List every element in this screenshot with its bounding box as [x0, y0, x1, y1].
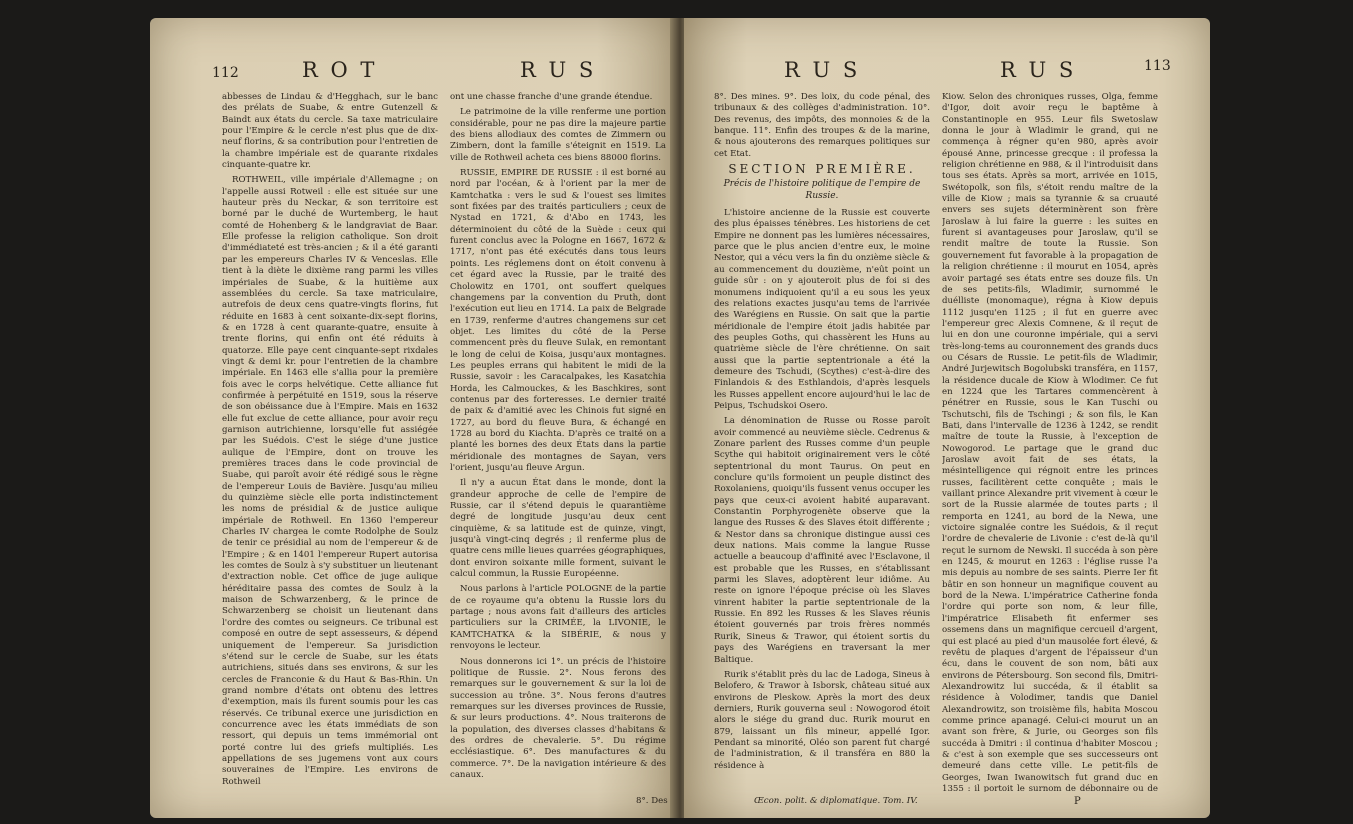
- paragraph: La dénomination de Russe ou Rosse paroît avoir commencé au neuvième siècle. Cedrenus & Zonare parlent des Russes comme d'un peuple Scythe qui habitoit originairement vers le côté septentrional du mont Taurus. On peut en conclure qu'ils formoient un peuple distinct des Roxolaniens, quoiqu'ils fussent venus occuper les pays que ceux-ci avoient habité auparavant. Constantin Porphyrogenète observe que la langue des Russes & des Slaves étoit différente ; & Nestor dans sa chronique distingue aussi ces deux nations. Mais comme la langue Russe actuelle a beaucoup d'affinité avec l'Esclavone, il est probable que les Russes, en s'établissant parmi les Slaves, adoptèrent leur idiôme. Au reste on ignore l'époque précise où les Slaves vinrent habiter la partie septentrionale de la Russie. En 892 les Russes & les Slaves réunis étoient gouvernés par trois frères nommés Rurik, Sineus & Trawor, qui étoient sortis du pays des Warégiens en traversant la mer Baltique.: [714, 416, 930, 665]
- left-column-2: [450, 92, 666, 792]
- right-header-title-1: R U S: [784, 58, 861, 82]
- paragraph: Nous parlons à l'article POLOGNE de la partie de ce royaume qu'a obtenu la Russie lors du partage ; nous avons fait d'ailleurs des articles particuliers sur la CRIMÉE, la LIVONIE, le KAMTCHATKA & la SIBÉRIE, & nous y renvoyons le lecteur.: [450, 584, 666, 652]
- right-page: [684, 18, 1210, 818]
- paragraph: Rurik s'établit près du lac de Ladoga, Sineus à Belofero, & Trawor à Isborsk, château situé aux environs de Pleskow. Après la mort des deux derniers, Rurik gouverna seul : Nowogorod étoit alors le siége du grand duc. Rurik mourut en 879, laissant un fils mineur, appellé Igor. Pendant sa minorité, Oléo son parent fut chargé de l'administration, & il transféra en 880 la résidence à: [714, 669, 930, 771]
- left-header-title-1: R O T: [302, 58, 378, 82]
- paragraph: abbesses de Lindau & d'Hegghach, sur le banc des prélats de Suabe, & entre Gutenzell & Baindt aux états du cercle. Sa taxe matriculaire pour l'Empire & le cercle n'est plus que de dix-neuf florins, & sa contribution pour l'entretien de la chambre impériale est de quarante rixdales cinquante-quatre kr.: [222, 92, 438, 171]
- section-title: SECTION PREMIÈRE.: [728, 162, 916, 177]
- left-page-header: [212, 58, 642, 84]
- open-book: [150, 18, 1210, 818]
- right-page-number: 113: [1144, 58, 1171, 74]
- right-column-2: [942, 92, 1158, 792]
- left-header-title-2: R U S: [520, 58, 597, 82]
- page-footer: Œcon. polit. & diplomatique. Tom. IV.: [754, 796, 918, 806]
- right-header-title-2: R U S: [1000, 58, 1077, 82]
- right-page-header: [754, 58, 1184, 84]
- paragraph: Nous donnerons ici 1°. un précis de l'histoire politique de Russie. 2°. Nous ferons des remarques sur le gouvernement & sur la loi de succession au trône. 3°. Nous ferons d'autres remarques sur les diverses provinces de Russie, & sur leurs productions. 4°. Nous traiterons de la population, des diverses classes d'habitans & des ordres de chevalerie. 5°. Du régime ecclésiastique. 6°. Des manufactures & du commerce. 7°. De la navigation intérieure & des canaux.: [450, 656, 666, 780]
- left-page-number: 112: [212, 65, 239, 81]
- catchword: 8°. Des: [636, 796, 668, 806]
- left-column-1: [222, 92, 438, 792]
- section-subtitle: Précis de l'histoire politique de l'empire de Russie.: [723, 179, 921, 201]
- right-column-1: [714, 92, 930, 792]
- paragraph: Kiow. Selon des chroniques russes, Olga, femme d'Igor, doit avoir reçu le baptême à Constantinople en 955. Leur fils Swetoslaw donna le jour à Wladimir le grand, qui ne commença à régner qu'en 980, après avoir épousé Anne, princesse grecque : il professa la religion chrétienne en 988, & il l'introduisit dans tous ses états. Après sa mort, arrivée en 1015, Swétopolk, son fils, s'étoit rendu maître de la ville de Kiow ; mais sa tyrannie & sa cruauté envers ses sujets déterminèrent son frère Jaroslaw à lui faire la guerre : les suites en furent si avantageuses pour Jaroslaw, qu'il se rendit maître de toute la Russie. Son gouvernement fut favorable à la propagation de la religion chrétienne : il mourut en 1054, après avoir partagé ses états entre ses douze fils. Un de ses petits-fils, Wladimir, surnommé le duélliste (monomaque), régna à Kiow depuis 1112 jusqu'en 1125 ; il fut en guerre avec l'empereur grec Alexis Comnene, & il reçut de lui en don une couronne impériale, qui a servi très-long-tems au couronnement des grands ducs ou Césars de Russie. Le petit-fils de Wladimir, André Jurjewitsch Bogolubski transféra, en 1157, la résidence ducale de Kiow à Wlodimer. Ce fut en 1224 que les Tartares commencèrent à pénétrer en Russie, sous le Kan Tuschi ou Tschutschi, fils de Tschingi ; & son fils, le Kan Bati, dans l'intervalle de 1236 à 1242, se rendit maître de toute la Russie, à l'exception de Nowogorod. Le partage que le grand duc Jaroslaw avoit fait de ses états, la mésintelligence qui régnoit entre les princes russes, facilitèrent cette conquête ; mais le vaillant prince Alexandre prit vivement à cœur le sort de la Russie alarmée de toutes parts ; il remporta en 1241, au bord de la Newa, une victoire signalée contre les Suédois, & il reçut l'ordre de chevalerie de Livonie : c'est de-là qu'il reçut le surnom de Newski. Il succéda à son père en 1245, & mourut en 1263 : l'église russe l'a mis depuis au nombre de ses saints. Pierre Ier fit bâtir en son honneur un magnifique couvent au bord de la Newa. L'impératrice Catherine fonda l'ordre qui porte son nom, & leur fille, l'impératrice Elisabeth fit enfermer ses ossemens dans un magnifique cercueil d'argent, qui est placé au pied d'un mausolée fort élevé, & revêtu de plaques d'argent de l'épaisseur d'un écu, dans le couvent de son nom, bâti aux environs de Pétersbourg. Son second fils, Dmitri-Alexandrowitz lui succéda, & il établit sa résidence à Volodimer, tandis que Daniel Alexandrowitz, son troisième fils, habita Moscou comme prince apanagé. Celui-ci mourut un an avant son frère, & Jurie, ou Georges son fils succéda à Dmitri : il continua d'habiter Moscou ; & c'est à son exemple que ses successeurs ont demeuré dans cette ville. Le petit-fils de Georges, Iwan Iwanowitsch fut grand duc en 1355 : il portoit le surnom de débonnaire ou de: [942, 92, 1158, 792]
- paragraph: 8°. Des mines. 9°. Des loix, du code pénal, des tribunaux & des collèges d'administration. 10°. Des revenus, des impôts, des monnoies & de la banque. 11°. Enfin des troupes & de la marine, & nous ajouterons des remarques politiques sur cet Etat.: [714, 92, 930, 159]
- paragraph: ROTHWEIL, ville impériale d'Allemagne ; on l'appelle aussi Rotweil : elle est située sur une hauteur près du Neckar, & son territoire est borné par le duché de Wurtemberg, le haut comté de Hohenberg & le landgraviat de Baar. Elle professe la religion catholique. Son droit d'immédiateté est très-ancien ; & il a été garanti par les empereurs Charles IV & Venceslas. Elle tient à la diète le dixième rang parmi les villes impériales de Suabe, & la huitième aux assemblées du cercle. Sa taxe matriculaire, autrefois de deux cens quatre-vingts florins, fut réduite en 1683 à cent soixante-dix-sept florins, & en 1728 à cent quarante-quatre, ensuite à trente florins, qui enfin ont été réduits à quatorze. Elle paye cent cinquante-sept rixdales vingt & demi kr. pour l'entretien de la chambre impériale. En 1463 elle s'allia pour la première fois avec le corps helvétique. Cette alliance fut confirmée à perpétuité en 1519, sous la réserve de son obéissance due à l'Empire. Mais en 1632 elle fut exclue de cette alliance, pour avoir reçu garnison autrichienne, lorsqu'elle fut assiégée par les Suédois. C'est le siége d'une justice aulique de l'Empire, dont on trouve les premières traces dans le code provincial de Suabe, qui paroît avoir été rédigé sous le règne de l'empereur Louis de Bavière. Jusqu'au milieu du quinzième siècle elle porta indistinctement les noms de présidial & de justice aulique impériale de Rothweil. En 1360 l'empereur Charles IV chargea le comte Rodolphe de Soulz de tenir ce présidial au nom de l'empereur & de l'Empire ; & en 1401 l'empereur Rupert autorisa les comtes de Soulz à s'y substituer un lieutenant d'extraction noble. Cet office de juge aulique héréditaire passa des comtes de Soulz à la maison de Schwarzenberg, & le prince de Schwarzenberg se choisit un lieutenant dans l'ordre des comtes ou seigneurs. Ce tribunal est composé en outre de sept assesseurs, & dépend uniquement de l'empereur. Sa jurisdiction s'étend sur le cercle de Suabe, sur les états autrichiens, situés dans ses environs, & sur les cercles de Franconie & du Haut & Bas-Rhin. Un grand nombre d'états ont obtenu des lettres d'exemption, mais ils furent soumis pour les cas réservés. Ce tribunal exerce une jurisdiction en concurrence avec les états immédiats de son ressort, qui depuis un tems immémorial ont porté contre lui des griefs multipliés. Les appellations de ses jugemens vont aux cours souveraines de l'Empire. Les environs de Rothweil: [222, 175, 438, 787]
- paragraph: ont une chasse franche d'une grande étendue.: [450, 92, 653, 102]
- paragraph: RUSSIE, EMPIRE DE RUSSIE : il est borné au nord par l'océan, & à l'orient par la mer de Kamtchatka : vers le sud & l'ouest ses limites sont fixées par des traités particuliers ; ceux de Nystad en 1721, & d'Abo en 1743, les déterminoient du côté de la Suède : ceux qui furent conclus avec la Pologne en 1667, 1672 & 1717, n'ont pas été exécutés dans tous leurs points. Les réglemens dont on étoit convenu à cet égard avec la Russie, par le traité des Cholowitz en 1701, ont souffert quelques changemens par la convention du Pruth, dont l'exécution eut lieu en 1714. La paix de Belgrade en 1739, renferme d'autres changemens sur cet objet. Les limites du côté de la Perse commencent près du fleuve Sulak, en remontant le long de celui de Koisa, jusqu'aux montagnes. Les peuples errans qui habitent le midi de la Russie, savoir : les Caracalpakes, les Kasatchia Horda, les Calmouckes, & les Baschkires, sont contenus par des forteresses. Le dernier traité de paix & d'amitié avec les Chinois fut signé en 1727, au bord du fleuve Bura, & échangé en 1728 au bord du Kiachta. D'après ce traité on a planté les bornes des deux États dans la partie méridionale des montagnes de Sayan, vers l'orient, jusqu'au fleuve Argun.: [450, 168, 666, 473]
- paragraph: Il n'y a aucun État dans le monde, dont la grandeur approche de celle de l'empire de Russie, car il s'étend depuis le quarantième degré de longitude jusqu'au deux cent cinquième, & sa latitude est de quinze, vingt, jusqu'à vingt-cinq degrés ; il renferme plus de quatre cens mille lieues quarrées géographiques, dont environ soixante mille forment, suivant le calcul commun, la Russie Européenne.: [450, 478, 666, 580]
- signature-mark: P: [1074, 796, 1081, 807]
- paragraph: Le patrimoine de la ville renferme une portion considérable, pour ne pas dire la majeure partie des biens allodiaux des comtes de Zimmern ou Zimbern, dont la famille s'éteignit en 1519. La ville de Rothweil acheta ces biens 88000 florins.: [450, 107, 666, 163]
- paragraph: L'histoire ancienne de la Russie est couverte des plus épaisses ténèbres. Les historiens de cet Empire ne donnent pas les lumières nécessaires, parce que le plus ancien d'entre eux, le moine Nestor, qui a vécu vers la fin du onzième siècle & au commencement du douzième, n'eût point un guide sûr : on y ajouteroit plus de foi si des monumens indiquoient qu'il a eu sous les yeux des relations exactes jusqu'au tems de l'arrivée des Warégiens en Russie. On sait que la partie méridionale de l'empire étoit jadis habitée par des peuples Goths, qui chassèrent les Huns au quatrième siècle de l'ère chrétienne. On sait aussi que la partie septentrionale a été la demeure des Tschudi, (Scythes) c'est-à-dire des Finlandois & des Esthlandois, d'après lesquels les Russes appellent encore aujourd'hui le lac de Peipus, Tschudskoi Osero.: [714, 208, 930, 411]
- left-page: [150, 18, 676, 818]
